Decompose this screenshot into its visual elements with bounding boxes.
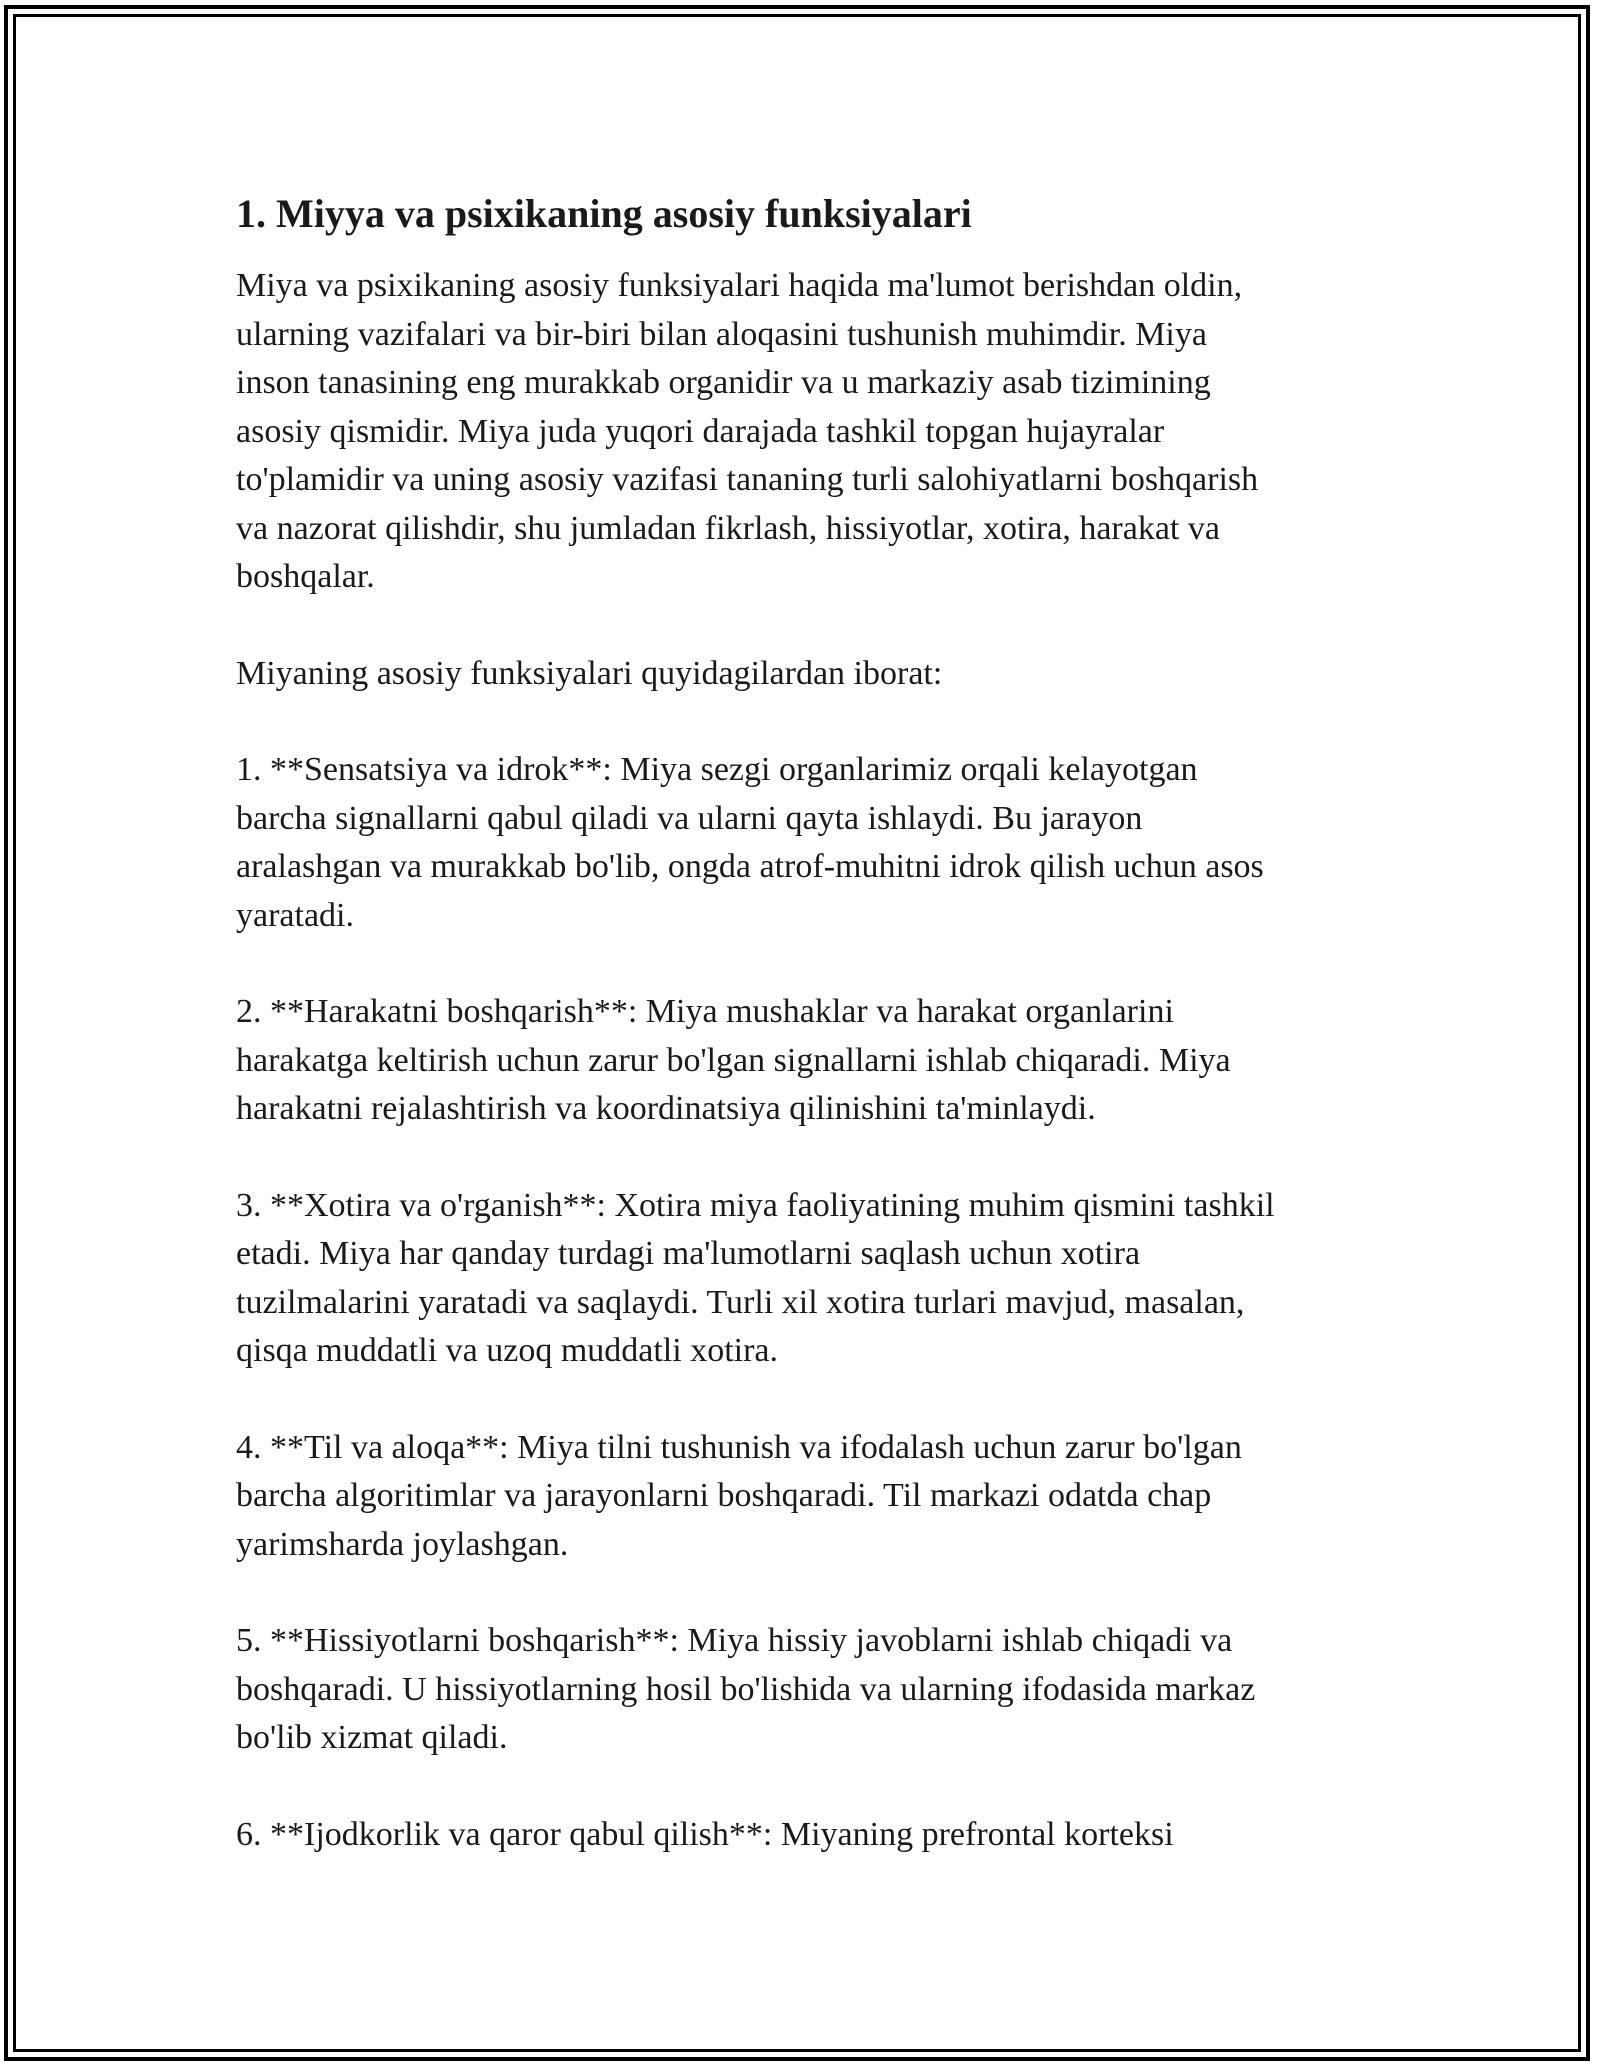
intro-paragraph: Miya va psixikaning asosiy funksiyalari haqida ma'lumot berishdan oldin, ularning vazifalari va bir-biri bilan aloqasini tushunish muhimdir. Miya inson tanasining eng murakkab organidir va u markaziy asab tizimining asosiy qismidir. Miya juda yuqori darajada tashkil topgan hujayralar to'plamidir va uning asosiy vazifasi tananing turli salohiyatlarni boshqarish va nazorat qilishdir, shu jumladan fikrlash, hissiyotlar, xotira, harakat va boshqalar. — [236, 267, 1259, 595]
list-item-emotions: 5. **Hissiyotlarni boshqarish**: Miya hissiy javoblarni ishlab chiqadi va boshqaradi. U hissiyotlarning hosil bo'lishida va ularning ifodasida markaz bo'lib xizmat qiladi. — [236, 1622, 1256, 1756]
list-item-movement: 2. **Harakatni boshqarish**: Miya mushaklar va harakat organlarini harakatga keltirish uchun zarur bo'lgan signallarni ishlab chiqaradi. Miya harakatni rejalashtirish va koordinatsiya qilinishini ta'minlaydi. — [236, 993, 1231, 1127]
list-item-creativity: 6. **Ijodkorlik va qaror qabul qilish**: Miyaning prefrontal korteksi — [236, 1815, 1174, 1853]
section-heading: 1. Miyya va psixikaning asosiy funksiyalari — [236, 191, 972, 236]
document-body — [236, 186, 1366, 1907]
list-item-language: 4. **Til va aloqa**: Miya tilni tushunish va ifodalash uchun zarur bo'lgan barcha algoritimlar va jarayonlarni boshqaradi. Til markazi odatda chap yarimsharda joylashgan. — [236, 1428, 1242, 1563]
list-item-sensation: 1. **Sensatsiya va idrok**: Miya sezgi organlarimiz orqali kelayotgan barcha signallarni qabul qiladi va ularni qayta ishlaydi. Bu jarayon aralashgan va murakkab bo'lib, ongda atrof-muhitni idrok qilish uchun asos yaratadi. — [236, 751, 1264, 934]
list-item-memory: 3. **Xotira va o'rganish**: Xotira miya faoliyatining muhim qismini tashkil etadi. Miya har qanday turdagi ma'lumotlarni saqlash uchun xotira tuzilmalarini yaratadi va saqlaydi. Turli xil xotira turlari mavjud, masalan, qisqa muddatli va uzoq muddatli xotira. — [236, 1186, 1275, 1369]
list-intro-paragraph: Miyaning asosiy funksiyalari quyidagilardan iborat: — [236, 654, 943, 692]
